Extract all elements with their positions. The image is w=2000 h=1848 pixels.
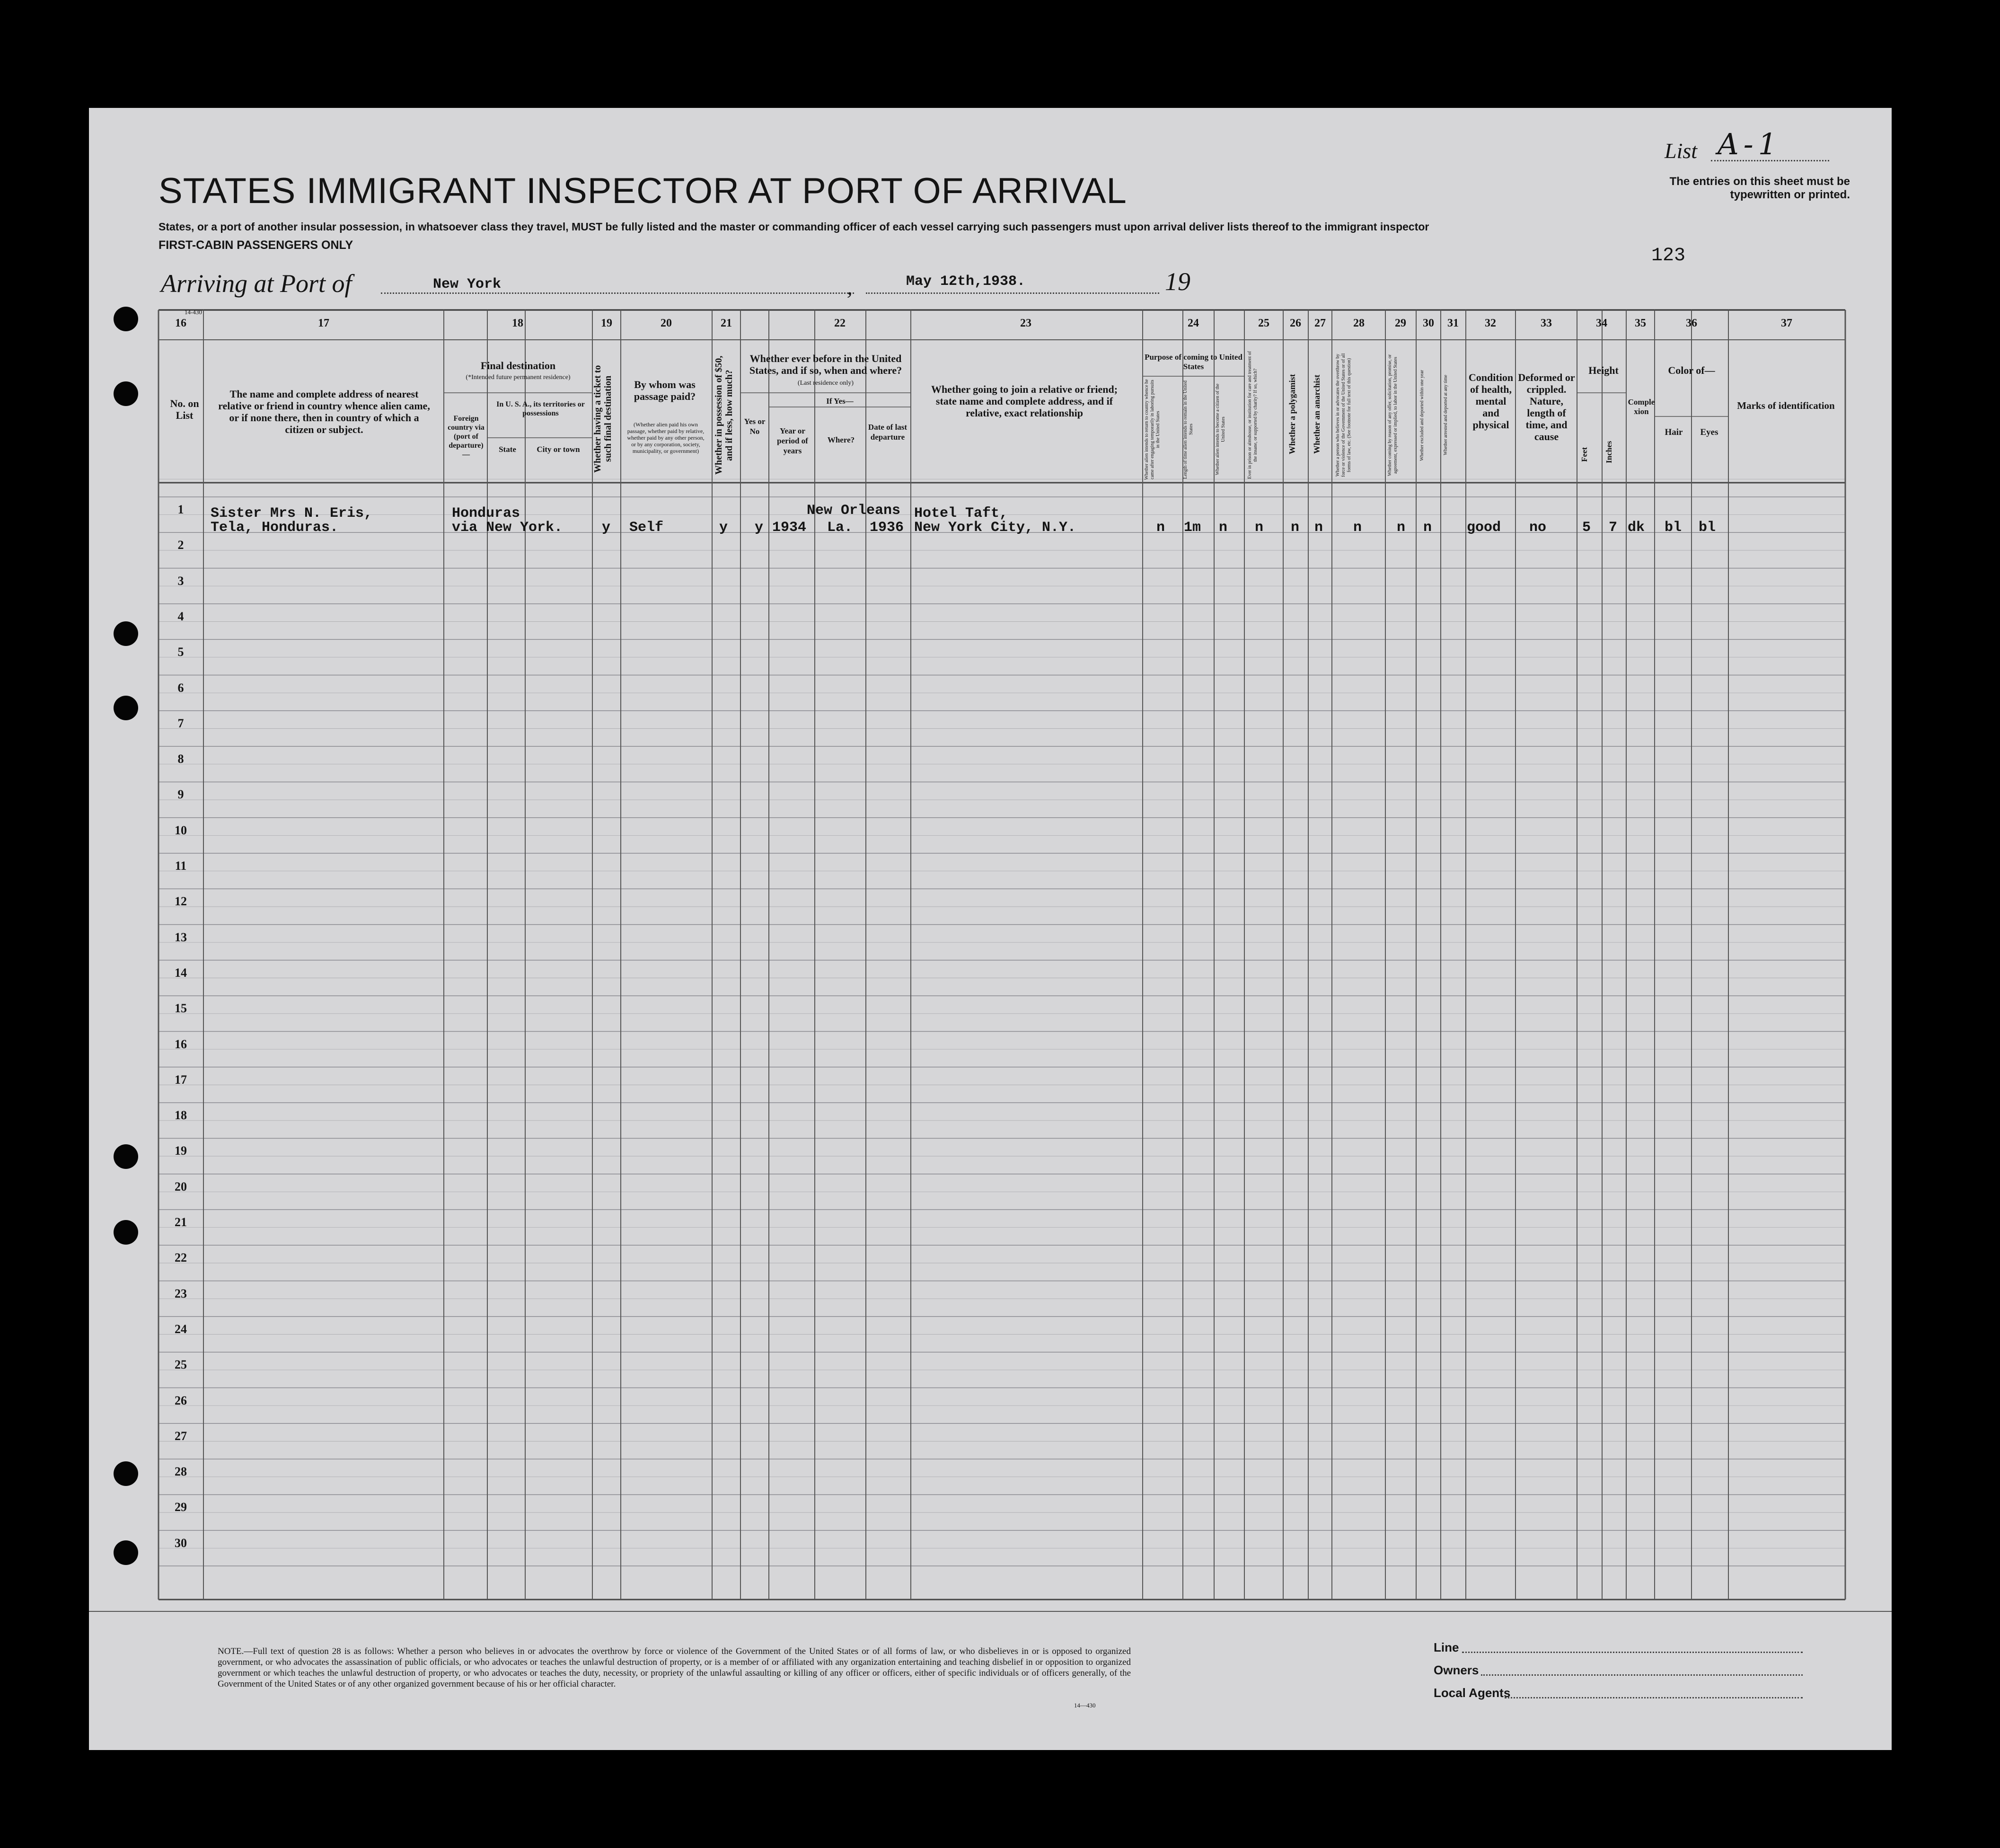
row1-overthrow: n	[1353, 520, 1362, 536]
entries-note: The entries on this sheet must be typewritten or printed.	[1669, 175, 1850, 201]
column-number: 19	[601, 317, 612, 329]
row-number: 1	[177, 503, 184, 516]
list-value: A-1	[1718, 127, 1782, 161]
port-underline	[381, 292, 854, 294]
col28-header: Whether a person who believes in or advocates the overthrow by force or violence of the Government of the United States or of all forms of law, etc. (See footnote for full text of this question)	[1335, 353, 1352, 477]
column-number: 34	[1596, 317, 1607, 329]
col18-note: (*Intended future permanent residence)	[466, 374, 571, 381]
row1-ticket: y	[602, 520, 611, 536]
col37-header: Marks of identification	[1737, 400, 1835, 411]
column-number: 28	[1353, 317, 1365, 329]
row-number: 10	[175, 823, 187, 837]
row1-citizen: n	[1219, 520, 1228, 536]
row1-polygamist: n	[1291, 520, 1300, 536]
row1-anarchist: n	[1314, 520, 1323, 536]
column-number: 24	[1188, 317, 1199, 329]
col22-date: Date of last departure	[868, 423, 907, 442]
col24-citizen: Whether alien intends to become a citizen of the United States	[1215, 383, 1226, 476]
owners-label: Owners	[1434, 1663, 1479, 1677]
row-number: 23	[175, 1286, 187, 1300]
col18-usa: In U. S. A., its territories or possessions	[496, 400, 585, 417]
col20-header: By whom was passage paid?	[634, 379, 696, 402]
column-number: 17	[318, 317, 329, 329]
col30-header: Whether excluded and deported within one year	[1419, 370, 1425, 461]
row1-feet: 5	[1582, 520, 1591, 536]
col18-foreign: Foreign country via (port of departure)—	[448, 415, 485, 459]
col32-header: Condition of health, mental and physical	[1468, 371, 1514, 431]
row-number: 20	[175, 1179, 187, 1194]
column-number: 36	[1686, 317, 1697, 329]
page-title: STATES IMMIGRANT INSPECTOR AT PORT OF ARRIVAL	[159, 171, 1127, 211]
row-number: 21	[175, 1215, 187, 1229]
row1-hair: bl	[1665, 520, 1682, 536]
column-number: 33	[1541, 317, 1552, 329]
row-number: 9	[177, 787, 184, 802]
row-number: 17	[175, 1072, 187, 1087]
row-number: 25	[175, 1358, 187, 1372]
col22-ifyes: If Yes—	[826, 397, 854, 406]
agents-label: Local Agents	[1434, 1686, 1511, 1700]
row-number: 8	[177, 752, 184, 766]
row1-return: n	[1156, 520, 1165, 536]
col19-header: Whether having a ticket to such final destination	[592, 365, 613, 473]
date-underline	[866, 292, 1159, 294]
row1-eyes: bl	[1699, 520, 1716, 536]
row1-before-where1: New Orleans	[807, 503, 901, 519]
form-code-bottom: 14—430	[1074, 1702, 1096, 1709]
row-number: 19	[175, 1144, 187, 1158]
row-number: 3	[177, 574, 184, 588]
row1-before-yes: y	[755, 520, 764, 536]
col21-header: Whether in possession of $50, and if less, how much?	[714, 355, 734, 475]
row-number: 15	[175, 1001, 187, 1016]
column-number: 31	[1447, 317, 1459, 329]
row-number: 24	[175, 1322, 187, 1336]
col36-hair: Hair	[1665, 427, 1683, 437]
col33-header: Deformed or crippled. Nature, length of time, and cause	[1518, 371, 1575, 442]
year-prefix: 19	[1165, 267, 1190, 296]
column-number: 27	[1314, 317, 1326, 329]
col22-year: Year or period of years	[777, 426, 808, 455]
row1-before-year: 1934	[772, 520, 807, 536]
date-value: May 12th,1938.	[906, 274, 1026, 290]
column-number: 26	[1290, 317, 1301, 329]
comma-1: ,	[847, 275, 853, 299]
row-number: 11	[175, 859, 187, 873]
row1-dest-line2: via New York.	[452, 520, 563, 536]
col34-inches: Inches	[1604, 441, 1613, 463]
col18-city: City or town	[537, 445, 580, 454]
row-number: 13	[175, 930, 187, 944]
row1-offer: n	[1397, 520, 1406, 536]
list-label: List	[1665, 139, 1698, 163]
row-number: 14	[175, 965, 187, 980]
col23-header: Whether going to join a relative or friend; state name and complete address, and if relative, exact relationship	[931, 383, 1118, 419]
row-number: 22	[175, 1251, 187, 1265]
column-number: 37	[1781, 317, 1792, 329]
col18-state: State	[499, 445, 516, 454]
owners-underline	[1481, 1674, 1803, 1676]
row1-prison: n	[1255, 520, 1264, 536]
row-number: 28	[175, 1465, 187, 1479]
col36-eyes: Eyes	[1700, 427, 1718, 437]
row-number: 29	[175, 1500, 187, 1514]
col17-header: The name and complete address of nearest relative or friend in country whence alien came, or if none there, then in country of which a citizen or subject.	[218, 388, 430, 435]
class-line: FIRST-CABIN PASSENGERS ONLY	[159, 239, 353, 252]
column-number: 23	[1020, 317, 1031, 329]
col24-length: Length of time alien intends to remain in the United States	[1183, 380, 1194, 479]
row1-relative-line1: Sister Mrs N. Eris,	[211, 505, 373, 522]
row-number: 7	[177, 716, 184, 730]
column-number: 18	[512, 317, 523, 329]
col34-feet: Feet	[1580, 447, 1589, 462]
column-number: 29	[1395, 317, 1406, 329]
row1-before-departure: 1936	[870, 520, 904, 536]
subtitle: States, or a port of another insular possession, in whatsoever class they travel, MUST be fully listed and the master or commanding officer of each vessel carrying such passengers must upon arrival deliver lists thereof to the immigrant inspector	[159, 221, 1429, 233]
port-value: New York	[433, 276, 502, 292]
row-number: 30	[175, 1536, 187, 1550]
row1-length: 1m	[1184, 520, 1201, 536]
row1-dest-line1: Honduras	[452, 505, 520, 522]
col27-header: Whether an anarchist	[1312, 374, 1322, 454]
column-number: 35	[1635, 317, 1646, 329]
row1-fifty: y	[719, 520, 728, 536]
row-number: 16	[175, 1037, 187, 1051]
col31-header: Whether arrested and deported at any time	[1443, 375, 1448, 456]
row-number: 2	[177, 538, 184, 552]
col22-where: Where?	[827, 435, 855, 444]
col35-header: Complexion	[1628, 398, 1655, 416]
row1-passage: Self	[629, 520, 664, 536]
form-code-top: 14-430	[185, 309, 202, 316]
col22-title: Whether ever before in the United States, and if so, when and where?	[749, 353, 902, 376]
column-number: 32	[1485, 317, 1496, 329]
list-underline	[1711, 160, 1829, 161]
column-number: 20	[661, 317, 672, 329]
row1-deformed: no	[1529, 520, 1547, 536]
col34-header: Height	[1588, 364, 1619, 376]
row-number: 18	[175, 1108, 187, 1123]
row1-excluded: n	[1423, 520, 1432, 536]
row-number: 6	[177, 681, 184, 695]
row1-join-line1: Hotel Taft,	[914, 505, 1008, 522]
footnote-q28: NOTE.—Full text of question 28 is as follows: Whether a person who believes in or advocates the overthrow by force or violence of the Government of the United States or of all forms of law, or who disbelieves in or is opposed to organized government, or who advocates the assassination of public officials, or who advocates or teaches the unlawful destruction of property, or is a member of or affiliated with any organization entertaining and teaching disbelief in or opposition to organized government or which teaches the unlawful destruction of property, or who advocates or teaches the duty, necessity, or propriety of the unlawful assaulting or killing of any officer or officers, either of specific individuals or of officers generally, of the Government of the United States or of any other organized government because of his or her official character.	[218, 1646, 1131, 1689]
row1-join-line2: New York City, N.Y.	[914, 520, 1076, 536]
col16-header: No. on List	[170, 398, 199, 421]
row-number: 12	[175, 894, 187, 909]
line-label: Line	[1434, 1640, 1459, 1654]
col25-header: Ever in prison or almshouse, or institution for care and treatment of the insane, or supported by charity? If so, which?	[1247, 351, 1258, 479]
row1-relative-line2: Tela, Honduras.	[211, 520, 339, 536]
row-number: 26	[175, 1393, 187, 1407]
line-underline	[1462, 1652, 1803, 1653]
row1-before-where2: La.	[827, 520, 853, 536]
column-number: 22	[834, 317, 846, 329]
col22-note: (Last residence only)	[797, 380, 854, 387]
col29-header: Whether coming by reason of any offer, solicitation, promise, or agreement, expressed or implied, to labor in the United States	[1387, 354, 1398, 477]
sheet-number: 123	[1651, 245, 1686, 266]
arriving-label: Arriving at Port of	[161, 269, 352, 298]
row1-inches: 7	[1609, 520, 1618, 536]
column-number: 21	[721, 317, 732, 329]
col22-yesno: Yes or No	[744, 417, 766, 436]
column-number: 30	[1423, 317, 1434, 329]
column-number: 25	[1258, 317, 1269, 329]
row-number: 27	[175, 1429, 187, 1443]
row1-health: good	[1467, 520, 1501, 536]
col18-title: Final destination	[480, 360, 556, 371]
col24-return: Whether alien intends to return to country whence he came after engaging temporarily in laboring pursuits in the United States	[1144, 379, 1161, 480]
agents-underline	[1505, 1697, 1803, 1698]
row-number: 5	[177, 645, 184, 659]
column-number: 16	[175, 317, 186, 329]
col26-header: Whether a polygamist	[1287, 374, 1297, 454]
col36-header: Color of—	[1668, 364, 1715, 376]
row-number: 4	[177, 609, 184, 623]
row1-complexion: dk	[1628, 520, 1645, 536]
col20-note: (Whether alien paid his own passage, whether paid by relative, whether paid by any other person, or by any corporation, society, municipality, or government)	[627, 421, 705, 454]
col24-title: Purpose of coming to United States	[1145, 353, 1242, 371]
